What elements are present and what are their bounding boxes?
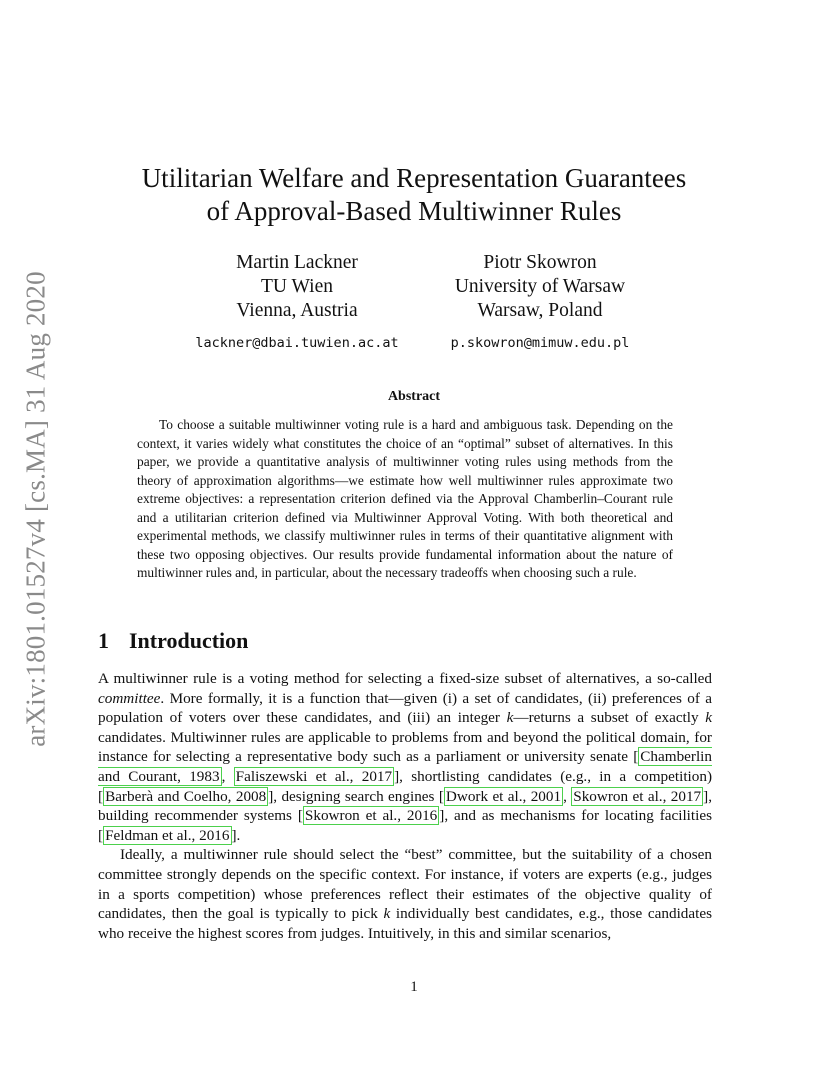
author-affiliation: TU Wien <box>261 276 333 297</box>
text-run: ], building recommender systems [ <box>98 787 712 825</box>
page-number: 1 <box>410 979 418 995</box>
text-run: ], designing search engines [ <box>268 787 444 805</box>
citation-separator: , <box>221 767 234 785</box>
abstract-text: To choose a suitable multiwinner voting rule is a hard and ambiguous task. Depending on the context, it varies widely what constitutes the choice of an “optimal” subset of alternatives. In this paper, we provide a quantitative analysis of multiwinner voting rules using methods from the theory of approximation algorithms—we estimate how well multiwinner rules approximate two extreme objectives: a representation criterion defined via the Approval Chamberlin–Courant rule and a utilitarian criterion defined via Multiwinner Approval Voting. With both theoretical and experimental methods, we classify multiwinner rules in terms of their quantitative alignment with these two opposing objectives. Our results provide fundamental information about the nature of multiwinner rules and, in particular, about the necessary tradeoffs when choosing such a rule. <box>137 417 673 580</box>
text-run: ], shortlisting candidates (e.g., in a competition) [ <box>98 767 713 805</box>
paper-title <box>0 162 828 228</box>
text-run: individually best candidates, e.g., those candidates who receive the highest scores from judges. Intuitively, in this and similar scenarios, <box>98 905 712 942</box>
section-title: Introduction <box>129 628 249 653</box>
author-block-1 <box>170 251 424 355</box>
text-run: A multiwinner rule is a voting method for selecting a fixed-size subset of alternatives, a so-called <box>98 670 712 687</box>
citation-link[interactable]: Dwork et al., 2001 <box>445 787 562 805</box>
math-k: k <box>506 709 514 727</box>
text-run: ]. <box>231 826 241 844</box>
text-run: ], and as mechanisms for locating facilities [ <box>98 807 712 844</box>
paragraph-2 <box>98 845 712 943</box>
abstract-heading: Abstract <box>387 389 441 404</box>
author-name: Piotr Skowron <box>483 252 597 273</box>
arxiv-identifier <box>22 263 50 755</box>
author-location: Warsaw, Poland <box>477 300 603 321</box>
text-run: candidates. Multiwinner rules are applicable to problems from and beyond the political domain, for instance for selecting a representative body such as a parliament or university senate [ <box>98 728 712 766</box>
citation-link[interactable]: Feldman et al., 2016 <box>105 826 230 844</box>
citation-link[interactable]: Skowron et al., 2016 <box>304 807 438 825</box>
text-run: . More formally, it is a function that—given (i) a set of candidates, (ii) preferences of a population of voters over these candidates, and (iii) an integer <box>98 689 712 727</box>
section-heading <box>98 628 248 654</box>
citation-link[interactable]: Faliszewski et al., 2017 <box>235 767 393 785</box>
author-name: Martin Lackner <box>236 252 358 273</box>
citation-link[interactable]: Skowron et al., 2017 <box>573 787 702 805</box>
author-email: lackner@dbai.tuwien.ac.at <box>195 335 399 351</box>
emphasis-committee: committee <box>98 689 161 707</box>
section-number: 1 <box>98 628 109 653</box>
author-email: p.skowron@mimuw.edu.pl <box>450 335 630 351</box>
citation-link[interactable]: Barberà and Coelho, 2008 <box>105 787 267 805</box>
math-k: k <box>383 905 391 923</box>
title-line-2: of Approval-Based Multiwinner Rules <box>206 196 622 226</box>
author-block-2 <box>430 251 650 355</box>
math-k: k <box>705 709 712 727</box>
author-affiliation: University of Warsaw <box>454 276 626 297</box>
citation-separator: , <box>563 787 572 805</box>
body-text <box>98 669 712 943</box>
author-location: Vienna, Austria <box>236 300 358 321</box>
text-run: —returns a subset of exactly <box>513 709 706 727</box>
title-line-1: Utilitarian Welfare and Representation Guarantees <box>141 163 687 193</box>
citation-link[interactable]: Chamberlin and Courant, 1983 <box>98 748 712 785</box>
text-run: Ideally, a multiwinner rule should select the “best” committee, but the suitability of a chosen committee strongly depends on the specific context. For instance, if voters are experts (e.g., judges in a sports competition) whose preferences reflect their estimates of the objective quality of candidates, then the goal is typically to pick <box>98 846 712 923</box>
arxiv-identifier-text: arXiv:1801.01527v4 [cs.MA] 31 Aug 2020 <box>20 271 51 747</box>
paragraph-1 <box>98 669 712 845</box>
